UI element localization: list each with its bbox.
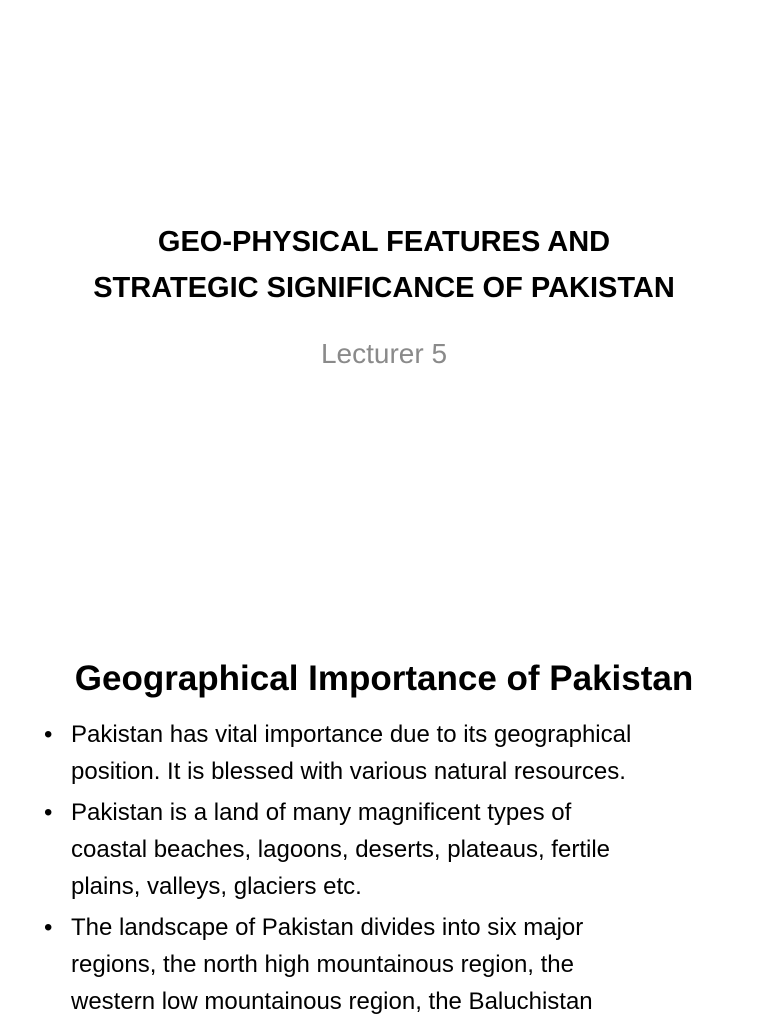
bullet-text-line: Pakistan is a land of many magnificent types of [71,799,572,826]
bullet-item [44,794,744,905]
slide-title-heading [40,219,728,311]
slide-heading: Geographical Importance of Pakistan [74,659,694,699]
bullet-item [44,716,744,790]
bullet-dot-icon: • [44,721,53,748]
bullet-text-line: position. It is blessed with various natural resources. [71,758,626,785]
bullet-dot-icon: • [44,914,53,941]
bullet-text-line: regions, the north high mountainous region, the [71,951,575,978]
slide-geographical-importance [0,576,768,1024]
bullet-text-line: plains, valleys, glaciers etc. [71,873,362,900]
bullet-text-line: Pakistan has vital importance due to its geographical [71,721,632,748]
title-line: GEO-PHYSICAL FEATURES AND [157,226,611,259]
bullet-text-line: coastal beaches, lagoons, deserts, plateaus, fertile [71,836,610,863]
bullet-dot-icon: • [44,799,53,826]
bullet-text-line: The landscape of Pakistan divides into six major [71,914,584,941]
slide-subtitle: Lecturer 5 [320,338,448,369]
bullet-text-line: western low mountainous region, the Baluchistan [71,988,593,1015]
title-line: STRATEGIC SIGNIFICANCE OF PAKISTAN [93,272,675,305]
bullet-item [44,909,744,1020]
bullet-list [44,716,744,1024]
